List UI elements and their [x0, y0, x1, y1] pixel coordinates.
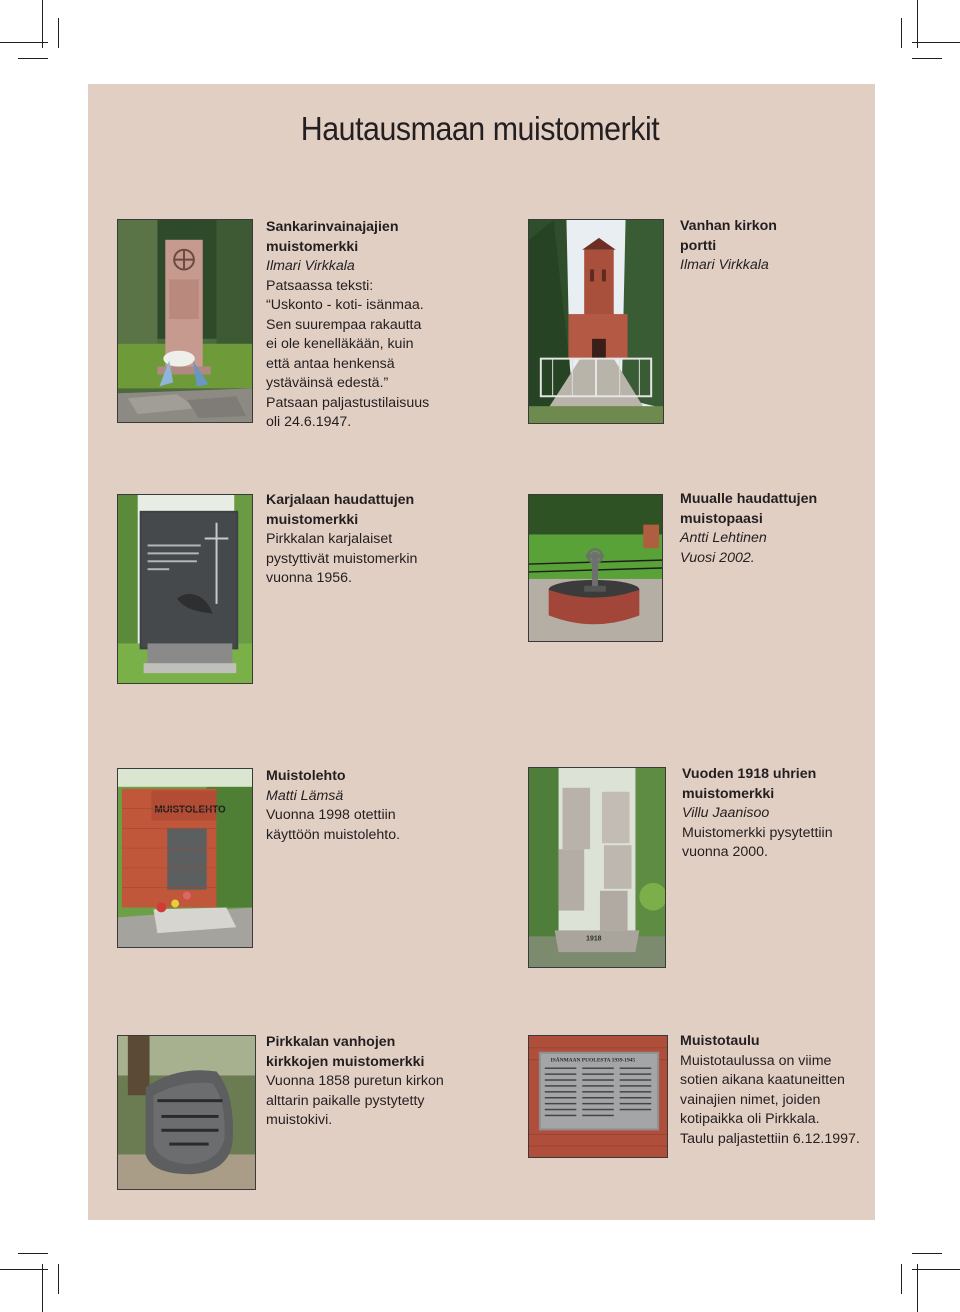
- crop-mark: [42, 0, 43, 48]
- caption-line: Pirkkalan karjalaiset: [266, 531, 393, 547]
- crop-mark: [42, 1264, 43, 1312]
- caption-muistopaasi: [680, 490, 817, 568]
- caption-muistotaulu: [680, 1032, 860, 1149]
- caption-line: oli 24.6.1947.: [266, 414, 352, 430]
- crop-mark: [58, 1264, 59, 1294]
- caption-title: Vuoden 1918 uhrien: [682, 766, 817, 782]
- crop-mark: [912, 1253, 942, 1254]
- caption-author: Villu Jaanisoo: [682, 805, 770, 821]
- caption-muistolehto: [266, 767, 400, 845]
- caption-line: Vuonna 1858 puretun kirkon: [266, 1073, 444, 1089]
- caption-title: Vanhan kirkon: [680, 218, 777, 234]
- page-title: Hautausmaan muistomerkit: [300, 110, 660, 147]
- caption-title: muistopaasi: [680, 510, 763, 527]
- caption-1918-muistomerkki: [682, 765, 833, 863]
- crop-mark: [912, 1269, 960, 1270]
- crop-mark: [912, 58, 942, 59]
- caption-title: Muualle haudattujen: [680, 491, 818, 507]
- caption-title: Muistotaulu: [680, 1033, 760, 1049]
- caption-line: Sen suurempaa rakautta: [266, 316, 422, 333]
- caption-line: vuonna 2000.: [682, 844, 768, 860]
- caption-author: Matti Lämsä: [266, 787, 344, 804]
- caption-author: Ilmari Virkkala: [680, 257, 769, 273]
- caption-line: muistokivi.: [266, 1112, 333, 1128]
- crop-mark: [0, 1269, 48, 1270]
- caption-line: ystäväinsä edestä.”: [266, 375, 389, 391]
- caption-title: portti: [680, 237, 717, 254]
- caption-karjalaan-haudattujen: [266, 491, 417, 589]
- crop-mark: [917, 1264, 918, 1312]
- caption-sankarimuistomerkki: [266, 218, 429, 433]
- photo-muistolehto: [117, 768, 253, 948]
- caption-line: Vuonna 1998 otettiin: [266, 807, 396, 823]
- caption-line: pystyttivät muistomerkin: [266, 550, 418, 567]
- caption-year: Vuosi 2002.: [680, 549, 755, 566]
- photo-1918-muistomerkki: [528, 767, 666, 968]
- caption-line: vuonna 1956.: [266, 570, 352, 586]
- caption-title: Muistolehto: [266, 768, 346, 784]
- muistolehto-sign-text: MUISTOLEHTO: [154, 804, 226, 816]
- photo-sankarimuistomerkki: [117, 219, 253, 423]
- caption-line: että antaa henkensä: [266, 355, 395, 372]
- caption-vanhan-kirkon-portti: [680, 217, 777, 276]
- caption-line: käyttöön muistolehto.: [266, 826, 401, 843]
- caption-line: alttarin paikalle pystytetty: [266, 1092, 425, 1109]
- caption-author: Ilmari Virkkala: [266, 258, 355, 274]
- caption-title: muistomerkki: [266, 511, 359, 528]
- caption-line: Muistomerkki pysytettiin: [682, 824, 833, 841]
- caption-line: kotipaikka oli Pirkkala.: [680, 1111, 820, 1127]
- crop-mark: [917, 0, 918, 48]
- photo-vanhan-kirkon-portti: [528, 219, 664, 424]
- caption-line: Muistotaulussa on viime: [680, 1052, 832, 1069]
- caption-line: sotien aikana kaatuneitten: [680, 1072, 845, 1088]
- caption-line: Taulu paljastettiin 6.12.1997.: [680, 1130, 860, 1147]
- caption-vanhojen-kirkkojen-muistomerkki: [266, 1033, 444, 1131]
- caption-title: muistomerkki: [682, 785, 775, 802]
- caption-line: vainajien nimet, joiden: [680, 1091, 821, 1108]
- photo-karjalaan-haudattujen: [117, 494, 253, 684]
- caption-title: kirkkojen muistomerkki: [266, 1053, 425, 1070]
- crop-mark: [901, 1264, 902, 1294]
- crop-mark: [18, 58, 48, 59]
- crop-mark: [912, 42, 960, 43]
- caption-title: Karjalaan haudattujen: [266, 492, 415, 508]
- photo-muistotaulu: [528, 1035, 668, 1158]
- caption-title: Sankarinvainajajien: [266, 219, 399, 235]
- memorial-1918-text: 1918: [586, 935, 602, 943]
- crop-mark: [0, 42, 48, 43]
- caption-line: ei ole kenelläkään, kuin: [266, 336, 414, 352]
- caption-title: Pirkkalan vanhojen: [266, 1034, 396, 1050]
- photo-vanhojen-kirkkojen-muistomerkki: [117, 1035, 256, 1190]
- crop-mark: [901, 18, 902, 48]
- photo-muistopaasi: [528, 494, 663, 642]
- caption-line: Patsaassa teksti:: [266, 277, 374, 294]
- crop-mark: [18, 1253, 48, 1254]
- caption-line: Patsaan paljastustilaisuus: [266, 394, 430, 411]
- caption-title: muistomerkki: [266, 238, 359, 255]
- caption-line: “Uskonto - koti- isänmaa.: [266, 297, 424, 313]
- caption-author: Antti Lehtinen: [680, 530, 767, 546]
- plaque-header-text: ISÄNMAAN PUOLESTA 1939-1945: [550, 1057, 636, 1064]
- crop-mark: [58, 18, 59, 48]
